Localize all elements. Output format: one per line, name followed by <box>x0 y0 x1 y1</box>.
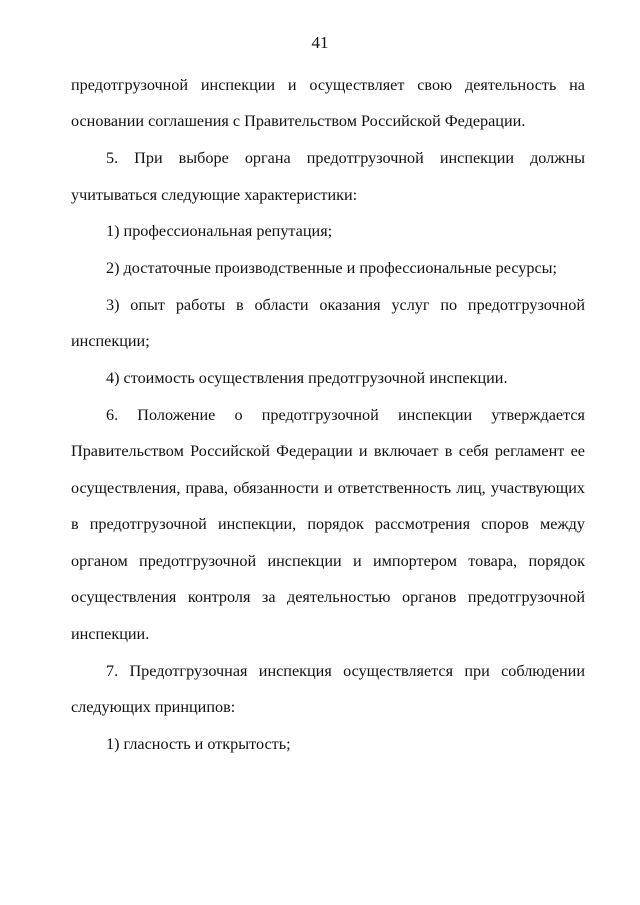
list-item: 1) профессиональная репутация; <box>106 222 333 240</box>
text-line: 6. Положение о предотгрузочной инспекции утверждается <box>106 406 585 424</box>
text-line: органом предотгрузочной инспекции и импортером товара, порядок <box>71 552 585 570</box>
text-line: следующих принципов: <box>71 698 236 716</box>
text-line: осуществления, права, обязанности и ответственность лиц, участвующих <box>71 479 585 497</box>
text-line: предотгрузочной инспекции и осуществляет свою деятельность на <box>71 76 585 94</box>
list-item: 4) стоимость осуществления предотгрузочной инспекции. <box>106 369 508 387</box>
list-item: 1) гласность и открытость; <box>106 735 291 753</box>
list-item: 3) опыт работы в области оказания услуг по предотгрузочной <box>106 296 585 314</box>
text-line: инспекции; <box>71 332 150 350</box>
text-line: в предотгрузочной инспекции, порядок рассмотрения споров между <box>71 515 585 533</box>
text-line: 7. Предотгрузочная инспекция осуществляется при соблюдении <box>106 662 585 680</box>
text-line: осуществления контроля за деятельностью органов предотгрузочной <box>71 588 585 606</box>
text-line: 5. При выборе органа предотгрузочной инспекции должны <box>106 149 585 167</box>
list-item: 2) достаточные производственные и профессиональные ресурсы; <box>106 259 558 277</box>
text-line: учитываться следующие характеристики: <box>71 186 358 204</box>
text-line: основании соглашения с Правительством Российской Федерации. <box>71 112 526 130</box>
text-line: Правительством Российской Федерации и включает в себя регламент ее <box>71 442 585 460</box>
text-line: инспекции. <box>71 625 150 643</box>
page-number: 41 <box>311 33 329 52</box>
